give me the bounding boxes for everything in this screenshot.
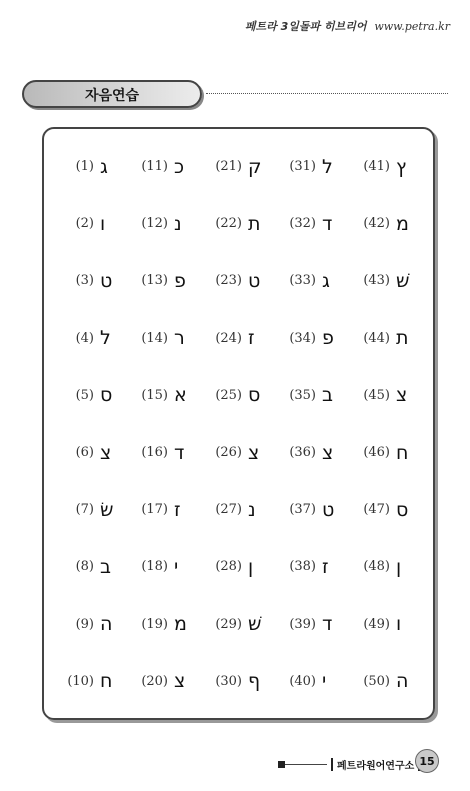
item-number: (10) — [67, 673, 94, 689]
exercise-item — [278, 195, 352, 252]
item-number: (40) — [289, 673, 316, 689]
exercise-item — [352, 195, 426, 252]
item-number: (42) — [363, 216, 390, 232]
exercise-item — [204, 310, 278, 367]
item-number: (14) — [141, 330, 168, 346]
hebrew-letter: צ — [100, 441, 112, 464]
hebrew-letter: שׂ — [100, 498, 114, 521]
exercise-item — [130, 195, 204, 252]
item-number: (5) — [75, 387, 94, 403]
item-number: (24) — [215, 330, 242, 346]
hebrew-letter: מ — [174, 613, 187, 636]
book-title: 페트라 3일돌파 히브리어 — [244, 20, 367, 33]
item-number: (33) — [289, 273, 316, 289]
exercise-item — [130, 252, 204, 309]
exercise-item — [278, 367, 352, 424]
hebrew-letter: פ — [174, 269, 186, 292]
hebrew-letter: צ — [248, 441, 260, 464]
hebrew-letter: ה — [396, 670, 409, 693]
hebrew-letter: נ — [174, 212, 182, 235]
exercise-item — [56, 596, 130, 653]
item-number: (8) — [75, 559, 94, 575]
exercise-item — [56, 252, 130, 309]
hebrew-letter: ז — [322, 555, 329, 578]
exercise-item — [130, 596, 204, 653]
hebrew-letter: צ — [396, 384, 408, 407]
hebrew-letter: ז — [174, 498, 181, 521]
hebrew-letter: ו — [396, 613, 402, 636]
item-number: (41) — [363, 159, 390, 175]
item-number: (32) — [289, 216, 316, 232]
item-number: (48) — [363, 559, 390, 575]
hebrew-letter: צ — [322, 441, 334, 464]
item-number: (27) — [215, 502, 242, 518]
hebrew-letter: ן — [396, 555, 402, 578]
hebrew-letter: ב — [100, 555, 111, 578]
running-header — [245, 18, 450, 34]
hebrew-letter: ס — [100, 384, 113, 407]
exercise-item — [56, 653, 130, 710]
exercise-item — [204, 538, 278, 595]
item-number: (45) — [363, 387, 390, 403]
exercise-item — [130, 424, 204, 481]
footer-bar-left — [331, 758, 333, 771]
item-number: (17) — [141, 502, 168, 518]
item-number: (36) — [289, 445, 316, 461]
exercise-item — [278, 252, 352, 309]
hebrew-letter: פ — [322, 327, 334, 350]
item-number: (29) — [215, 616, 242, 632]
exercise-item — [352, 653, 426, 710]
exercise-item — [278, 310, 352, 367]
item-number: (38) — [289, 559, 316, 575]
item-number: (35) — [289, 387, 316, 403]
exercise-item — [56, 538, 130, 595]
exercise-item — [204, 138, 278, 195]
exercise-item — [352, 310, 426, 367]
exercise-item — [204, 195, 278, 252]
page-footer — [278, 755, 424, 773]
hebrew-letter: נ — [248, 498, 256, 521]
exercise-grid — [56, 138, 426, 710]
exercise-item — [204, 596, 278, 653]
item-number: (22) — [215, 216, 242, 232]
exercise-item — [278, 138, 352, 195]
hebrew-letter: ף — [248, 670, 261, 693]
exercise-item — [278, 653, 352, 710]
exercise-item — [204, 252, 278, 309]
exercise-item — [56, 138, 130, 195]
hebrew-letter: ט — [100, 269, 113, 292]
item-number: (31) — [289, 159, 316, 175]
hebrew-letter: ן — [248, 555, 254, 578]
exercise-item — [204, 424, 278, 481]
hebrew-letter: ק — [248, 155, 262, 178]
exercise-item — [278, 538, 352, 595]
exercise-item — [130, 538, 204, 595]
hebrew-letter: ס — [248, 384, 261, 407]
section-heading-tab — [22, 80, 202, 108]
website-url: www.petra.kr — [374, 20, 450, 33]
hebrew-letter: ו — [100, 212, 106, 235]
hebrew-letter: מ — [396, 212, 409, 235]
hebrew-letter: ג — [100, 155, 108, 178]
exercise-item — [56, 367, 130, 424]
exercise-item — [56, 310, 130, 367]
exercise-item — [130, 653, 204, 710]
item-number: (12) — [141, 216, 168, 232]
item-number: (28) — [215, 559, 242, 575]
item-number: (39) — [289, 616, 316, 632]
exercise-item — [56, 424, 130, 481]
hebrew-letter: ס — [396, 498, 409, 521]
item-number: (18) — [141, 559, 168, 575]
item-number: (21) — [215, 159, 242, 175]
item-number: (19) — [141, 616, 168, 632]
exercise-item — [204, 653, 278, 710]
hebrew-letter: ח — [396, 441, 409, 464]
hebrew-letter: ט — [322, 498, 335, 521]
hebrew-letter: ל — [100, 327, 111, 350]
item-number: (23) — [215, 273, 242, 289]
exercise-item — [278, 424, 352, 481]
hebrew-letter: ה — [100, 613, 113, 636]
exercise-item — [352, 596, 426, 653]
exercise-item — [352, 481, 426, 538]
hebrew-letter: ח — [100, 670, 113, 693]
hebrew-letter: ב — [322, 384, 333, 407]
exercise-item — [130, 367, 204, 424]
exercise-item — [352, 424, 426, 481]
item-number: (46) — [363, 445, 390, 461]
item-number: (34) — [289, 330, 316, 346]
hebrew-letter: ט — [248, 269, 261, 292]
footer-rule — [285, 764, 327, 765]
item-number: (43) — [363, 273, 390, 289]
item-number: (4) — [75, 330, 94, 346]
page-number: 15 — [415, 749, 439, 773]
exercise-item — [352, 252, 426, 309]
item-number: (47) — [363, 502, 390, 518]
exercise-item — [352, 138, 426, 195]
item-number: (1) — [75, 159, 94, 175]
item-number: (37) — [289, 502, 316, 518]
item-number: (9) — [75, 616, 94, 632]
item-number: (16) — [141, 445, 168, 461]
publisher-label: 페트라원어연구소 — [337, 760, 415, 772]
exercise-item — [204, 481, 278, 538]
hebrew-letter: א — [174, 384, 187, 407]
hebrew-letter: ז — [248, 327, 255, 350]
hebrew-letter: ד — [174, 441, 185, 464]
item-number: (13) — [141, 273, 168, 289]
item-number: (20) — [141, 673, 168, 689]
item-number: (3) — [75, 273, 94, 289]
exercise-item — [352, 538, 426, 595]
exercise-item — [278, 596, 352, 653]
exercise-item — [130, 481, 204, 538]
hebrew-letter: ד — [322, 613, 333, 636]
hebrew-letter: ג — [322, 269, 330, 292]
hebrew-letter: י — [322, 670, 327, 693]
exercise-item — [352, 367, 426, 424]
item-number: (15) — [141, 387, 168, 403]
exercise-item — [130, 310, 204, 367]
hebrew-letter: שׁ — [248, 613, 262, 636]
exercise-item — [130, 138, 204, 195]
item-number: (25) — [215, 387, 242, 403]
hebrew-letter: ת — [248, 212, 261, 235]
exercise-item — [204, 367, 278, 424]
item-number: (44) — [363, 330, 390, 346]
footer-square-marker — [278, 761, 285, 768]
section-title: 자음연습 — [84, 88, 140, 104]
dotted-rule — [206, 93, 448, 94]
item-number: (50) — [363, 673, 390, 689]
item-number: (30) — [215, 673, 242, 689]
hebrew-letter: שׁ — [396, 269, 410, 292]
item-number: (7) — [75, 502, 94, 518]
hebrew-letter: ת — [396, 327, 409, 350]
item-number: (6) — [75, 445, 94, 461]
hebrew-letter: י — [174, 555, 179, 578]
hebrew-letter: כ — [174, 155, 185, 178]
exercise-item — [278, 481, 352, 538]
item-number: (49) — [363, 616, 390, 632]
item-number: (2) — [75, 216, 94, 232]
exercise-item — [56, 195, 130, 252]
hebrew-letter: ץ — [396, 155, 407, 178]
hebrew-letter: ל — [322, 155, 333, 178]
hebrew-letter: ד — [322, 212, 333, 235]
hebrew-letter: ר — [174, 327, 185, 350]
item-number: (11) — [141, 159, 168, 175]
item-number: (26) — [215, 445, 242, 461]
hebrew-letter: צ — [174, 670, 186, 693]
exercise-item — [56, 481, 130, 538]
